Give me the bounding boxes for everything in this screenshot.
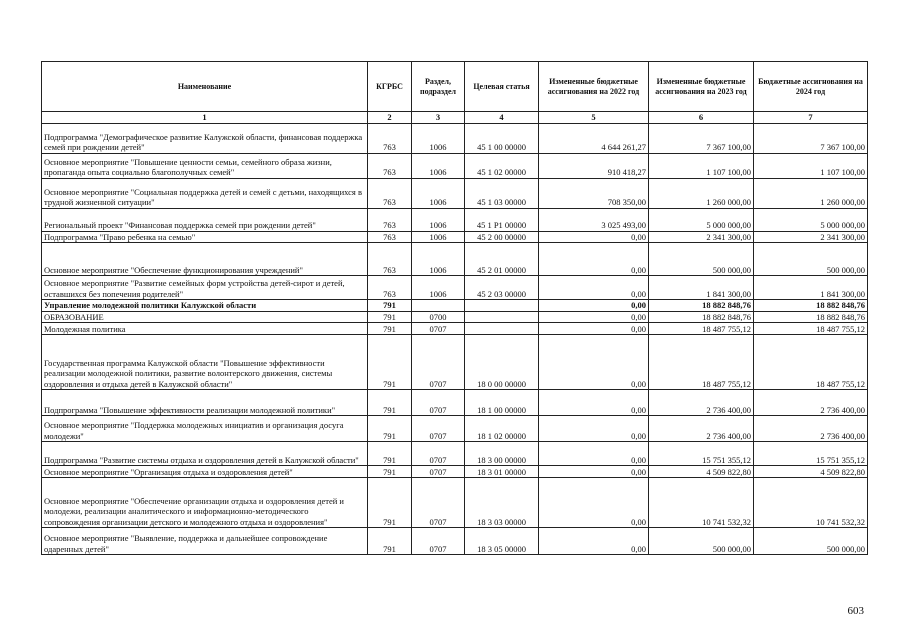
table-row xyxy=(42,466,868,478)
cell-name: Подпрограмма "Развитие системы отдыха и оздоровления детей в Калужской области" xyxy=(42,442,368,466)
table-row xyxy=(42,442,868,466)
cell-y2024: 10 741 532,32 xyxy=(754,478,868,528)
cell-name: Основное мероприятие "Выявление, поддержка и дальнейшее сопровождение одаренных детей" xyxy=(42,528,368,555)
table-body xyxy=(42,123,868,555)
cell-y2023: 18 882 848,76 xyxy=(649,311,754,323)
column-number: 6 xyxy=(649,112,754,124)
cell-kgrbs: 791 xyxy=(368,335,412,390)
cell-y2022: 0,00 xyxy=(539,478,649,528)
cell-y2022: 0,00 xyxy=(539,390,649,416)
cell-y2023: 500 000,00 xyxy=(649,243,754,276)
cell-name: Подпрограмма "Демографическое развитие Калужской области, финансовая поддержка семей при рождении детей" xyxy=(42,123,368,153)
cell-target: 18 3 00 00000 xyxy=(465,442,539,466)
cell-name: Государственная программа Калужской области "Повышение эффективности реализации молодежной политики, развитие волонтерского движения, системы оздоровления и отдыха детей в Калужской области" xyxy=(42,335,368,390)
cell-kgrbs: 763 xyxy=(368,231,412,243)
cell-y2023: 2 341 300,00 xyxy=(649,231,754,243)
cell-section: 0707 xyxy=(412,442,465,466)
cell-section: 0700 xyxy=(412,311,465,323)
cell-name: Региональный проект "Финансовая поддержка семей при рождении детей" xyxy=(42,208,368,231)
cell-y2024: 1 841 300,00 xyxy=(754,276,868,300)
cell-kgrbs: 763 xyxy=(368,243,412,276)
column-number: 4 xyxy=(465,112,539,124)
cell-section: 1006 xyxy=(412,276,465,300)
cell-y2024: 18 487 755,12 xyxy=(754,323,868,335)
cell-y2023: 1 107 100,00 xyxy=(649,153,754,178)
cell-y2022: 0,00 xyxy=(539,416,649,442)
cell-kgrbs: 791 xyxy=(368,478,412,528)
cell-y2024: 5 000 000,00 xyxy=(754,208,868,231)
header-2022: Измененные бюджетные ассигнования на 2022 год xyxy=(539,62,649,112)
cell-kgrbs: 763 xyxy=(368,276,412,300)
cell-y2022: 0,00 xyxy=(539,243,649,276)
cell-y2022: 0,00 xyxy=(539,466,649,478)
cell-kgrbs: 791 xyxy=(368,323,412,335)
header-2024: Бюджетные ассигнования на 2024 год xyxy=(754,62,868,112)
table-row xyxy=(42,323,868,335)
cell-y2022: 0,00 xyxy=(539,231,649,243)
cell-name: Основное мероприятие "Организация отдыха и оздоровления детей" xyxy=(42,466,368,478)
cell-y2024: 2 341 300,00 xyxy=(754,231,868,243)
table-row xyxy=(42,416,868,442)
cell-section: 0707 xyxy=(412,335,465,390)
cell-target xyxy=(465,323,539,335)
cell-kgrbs: 791 xyxy=(368,442,412,466)
cell-target: 18 3 05 00000 xyxy=(465,528,539,555)
cell-section: 1006 xyxy=(412,153,465,178)
cell-y2023: 18 882 848,76 xyxy=(649,300,754,312)
cell-y2024: 15 751 355,12 xyxy=(754,442,868,466)
cell-y2024: 2 736 400,00 xyxy=(754,390,868,416)
cell-kgrbs: 791 xyxy=(368,311,412,323)
cell-y2024: 18 882 848,76 xyxy=(754,300,868,312)
cell-name: ОБРАЗОВАНИЕ xyxy=(42,311,368,323)
table-header-row xyxy=(42,62,868,112)
cell-target: 45 2 00 00000 xyxy=(465,231,539,243)
cell-target: 18 0 00 00000 xyxy=(465,335,539,390)
cell-section: 0707 xyxy=(412,323,465,335)
cell-name: Основное мероприятие "Поддержка молодежных инициатив и организация досуга молодежи" xyxy=(42,416,368,442)
cell-y2023: 4 509 822,80 xyxy=(649,466,754,478)
cell-section: 0707 xyxy=(412,390,465,416)
table-row xyxy=(42,311,868,323)
cell-section: 1006 xyxy=(412,178,465,208)
cell-kgrbs: 791 xyxy=(368,466,412,478)
cell-y2022: 4 644 261,27 xyxy=(539,123,649,153)
cell-y2022: 0,00 xyxy=(539,528,649,555)
table-row xyxy=(42,335,868,390)
cell-kgrbs: 763 xyxy=(368,123,412,153)
cell-y2022: 0,00 xyxy=(539,311,649,323)
column-number: 2 xyxy=(368,112,412,124)
cell-y2023: 2 736 400,00 xyxy=(649,416,754,442)
cell-target: 18 3 01 00000 xyxy=(465,466,539,478)
cell-y2024: 500 000,00 xyxy=(754,528,868,555)
cell-kgrbs: 791 xyxy=(368,300,412,312)
cell-y2024: 18 882 848,76 xyxy=(754,311,868,323)
table-row xyxy=(42,231,868,243)
cell-name: Подпрограмма "Повышение эффективности реализации молодежной политики" xyxy=(42,390,368,416)
cell-target: 18 3 03 00000 xyxy=(465,478,539,528)
budget-table xyxy=(41,61,868,555)
column-number: 7 xyxy=(754,112,868,124)
cell-y2022: 708 350,00 xyxy=(539,178,649,208)
cell-y2023: 5 000 000,00 xyxy=(649,208,754,231)
cell-y2022: 0,00 xyxy=(539,323,649,335)
header-section: Раздел, подраздел xyxy=(412,62,465,112)
cell-name: Основное мероприятие "Социальная поддержка детей и семей с детьми, находящихся в трудной жизненной ситуации" xyxy=(42,178,368,208)
table-row xyxy=(42,178,868,208)
cell-y2022: 0,00 xyxy=(539,276,649,300)
cell-section: 1006 xyxy=(412,208,465,231)
table-row xyxy=(42,208,868,231)
cell-kgrbs: 791 xyxy=(368,416,412,442)
cell-section: 1006 xyxy=(412,123,465,153)
cell-y2022: 3 025 493,00 xyxy=(539,208,649,231)
cell-y2023: 10 741 532,32 xyxy=(649,478,754,528)
table-row xyxy=(42,243,868,276)
cell-section: 0707 xyxy=(412,416,465,442)
cell-y2023: 500 000,00 xyxy=(649,528,754,555)
cell-section: 0707 xyxy=(412,528,465,555)
cell-y2024: 1 260 000,00 xyxy=(754,178,868,208)
column-number: 5 xyxy=(539,112,649,124)
page-number: 603 xyxy=(847,605,864,617)
cell-y2024: 7 367 100,00 xyxy=(754,123,868,153)
cell-y2023: 18 487 755,12 xyxy=(649,335,754,390)
table-row xyxy=(42,390,868,416)
cell-name: Основное мероприятие "Обеспечение организации отдыха и оздоровления детей и молодежи, реализации аналитического и информационно-методического сопровождения организации детского и молодежного отдыха и оздоровления" xyxy=(42,478,368,528)
cell-name: Основное мероприятие "Развитие семейных форм устройства детей-сирот и детей, оставшихся без попечения родителей" xyxy=(42,276,368,300)
cell-target xyxy=(465,311,539,323)
cell-target: 45 1 03 00000 xyxy=(465,178,539,208)
cell-target: 45 1 02 00000 xyxy=(465,153,539,178)
cell-y2022: 0,00 xyxy=(539,300,649,312)
column-number: 1 xyxy=(42,112,368,124)
cell-y2022: 0,00 xyxy=(539,442,649,466)
cell-y2024: 18 487 755,12 xyxy=(754,335,868,390)
table-row xyxy=(42,153,868,178)
cell-kgrbs: 763 xyxy=(368,178,412,208)
cell-kgrbs: 763 xyxy=(368,208,412,231)
cell-kgrbs: 791 xyxy=(368,528,412,555)
cell-y2022: 0,00 xyxy=(539,335,649,390)
cell-section xyxy=(412,300,465,312)
cell-target: 45 1 P1 00000 xyxy=(465,208,539,231)
cell-target: 45 2 03 00000 xyxy=(465,276,539,300)
table-row xyxy=(42,478,868,528)
cell-target: 18 1 00 00000 xyxy=(465,390,539,416)
column-number-row xyxy=(42,112,868,124)
cell-section: 0707 xyxy=(412,478,465,528)
cell-target: 45 1 00 00000 xyxy=(465,123,539,153)
cell-y2023: 2 736 400,00 xyxy=(649,390,754,416)
header-2023: Измененные бюджетные ассигнования на 2023 год xyxy=(649,62,754,112)
cell-target: 18 1 02 00000 xyxy=(465,416,539,442)
cell-y2024: 1 107 100,00 xyxy=(754,153,868,178)
cell-kgrbs: 763 xyxy=(368,153,412,178)
cell-y2024: 4 509 822,80 xyxy=(754,466,868,478)
cell-name: Молодежная политика xyxy=(42,323,368,335)
cell-kgrbs: 791 xyxy=(368,390,412,416)
cell-section: 1006 xyxy=(412,231,465,243)
cell-y2023: 18 487 755,12 xyxy=(649,323,754,335)
table-row xyxy=(42,123,868,153)
cell-y2024: 2 736 400,00 xyxy=(754,416,868,442)
cell-name: Основное мероприятие "Обеспечение функционирования учреждений" xyxy=(42,243,368,276)
cell-y2024: 500 000,00 xyxy=(754,243,868,276)
cell-y2023: 7 367 100,00 xyxy=(649,123,754,153)
cell-name: Управление молодежной политики Калужской области xyxy=(42,300,368,312)
cell-name: Подпрограмма "Право ребенка на семью" xyxy=(42,231,368,243)
column-number: 3 xyxy=(412,112,465,124)
cell-target xyxy=(465,300,539,312)
cell-section: 1006 xyxy=(412,243,465,276)
header-name: Наименование xyxy=(42,62,368,112)
cell-y2022: 910 418,27 xyxy=(539,153,649,178)
cell-y2023: 15 751 355,12 xyxy=(649,442,754,466)
table-row xyxy=(42,300,868,312)
table-row xyxy=(42,276,868,300)
table-row xyxy=(42,528,868,555)
cell-section: 0707 xyxy=(412,466,465,478)
header-kgrbs: КГРБС xyxy=(368,62,412,112)
cell-name: Основное мероприятие "Повышение ценности семьи, семейного образа жизни, пропаганда опыта социально благополучных семей" xyxy=(42,153,368,178)
cell-target: 45 2 01 00000 xyxy=(465,243,539,276)
cell-y2023: 1 260 000,00 xyxy=(649,178,754,208)
cell-y2023: 1 841 300,00 xyxy=(649,276,754,300)
header-target: Целевая статья xyxy=(465,62,539,112)
